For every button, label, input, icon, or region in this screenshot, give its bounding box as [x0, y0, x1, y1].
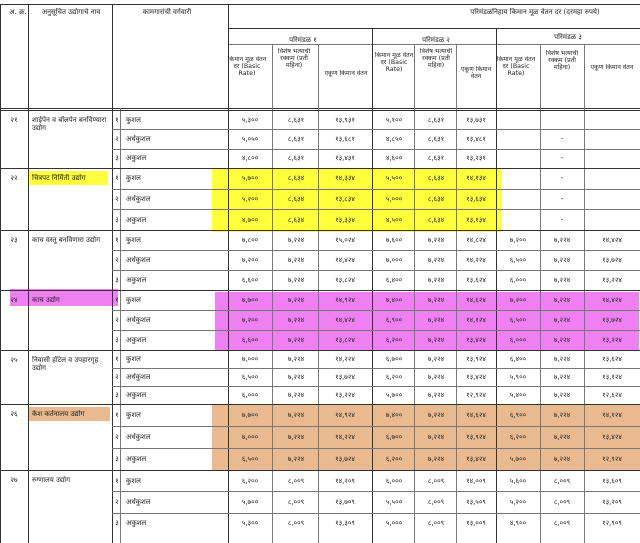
wage-value: ७,२२४ [427, 391, 445, 399]
category-number: ३ [115, 154, 119, 162]
wage-value: ८,६३४ [287, 216, 305, 224]
wage-value: ७,००० [241, 355, 259, 363]
sr-number: २१ [10, 116, 18, 124]
category-label: अकुशल [126, 154, 147, 162]
wage-value: ७,२२४ [427, 256, 445, 264]
wage-value: ६,००० [385, 477, 403, 485]
wage-value: ७,२२४ [287, 336, 305, 344]
wage-value: १२,९०९ [602, 519, 622, 527]
h-rule [112, 149, 640, 150]
wage-value: ५,४०० [509, 391, 527, 399]
wage-value: ८,००९ [427, 498, 445, 506]
wage-value: ५,००० [385, 195, 403, 203]
category-number: ३ [115, 391, 119, 399]
wage-value: ७,२२४ [427, 296, 445, 304]
wage-value: ५,१०० [385, 116, 403, 124]
wage-value: ५,३०० [241, 116, 259, 124]
h-rule [112, 448, 640, 449]
category-label: कुशल [126, 411, 141, 419]
wage-value: १४,३३४ [335, 174, 355, 182]
wage-value: ७,२२४ [553, 236, 571, 244]
wage-value: ७,२०० [509, 296, 527, 304]
wage-value: ४,८५० [385, 135, 403, 143]
zone-2-special-header: विशेष भत्याची रक्कम (प्रती महिना) [419, 48, 453, 70]
wage-value: १३,६२४ [602, 355, 622, 363]
wage-value: - [560, 154, 564, 162]
wage-value: १३,४२४ [466, 336, 486, 344]
wage-value: १४,४२४ [335, 316, 355, 324]
wage-value: १३,३०९ [335, 519, 355, 527]
wage-value: ८,००९ [287, 477, 305, 485]
zone-2-basic-header: किमान मूळ वेतन दर (Basic Rate) [374, 52, 414, 74]
wage-value: ६,९०० [385, 316, 403, 324]
category-label: अर्धकुशल [126, 498, 151, 506]
wage-value: ७,४०० [385, 296, 403, 304]
wage-value: १४,६२४ [466, 411, 486, 419]
wage-value: ८,००९ [287, 519, 305, 527]
wage-value: १४,२२४ [335, 355, 355, 363]
v-rule [540, 44, 541, 543]
wage-value: १३,९३१ [335, 116, 355, 124]
wage-value: ४,६०० [385, 154, 403, 162]
h-rule [0, 108, 640, 109]
wage-value: ७,२२४ [553, 316, 571, 324]
wage-value: ६,२०० [385, 336, 403, 344]
header-wage-title: परिमंडळनिहाय किमान मूळ वेतन दर (दरमहा रुपये) [470, 8, 600, 16]
wage-value: १३,७२४ [335, 455, 355, 463]
category-label: कुशल [126, 236, 141, 244]
h-rule [112, 491, 640, 492]
h-rule [0, 168, 640, 169]
wage-value: ८,६३१ [287, 116, 305, 124]
wage-value: ८,६३१ [427, 135, 445, 143]
wage-value: ७,२२४ [287, 276, 305, 284]
wage-value: ७,२२४ [553, 411, 571, 419]
wage-value: १४,९२४ [335, 296, 355, 304]
wage-value: ७,६०० [385, 236, 403, 244]
wage-value: १३,४८१ [466, 135, 486, 143]
wage-value: - [560, 216, 564, 224]
wage-value: १४,६२४ [466, 296, 486, 304]
category-number: २ [115, 195, 119, 203]
category-number: २ [115, 373, 119, 381]
wage-value: ८,६३४ [287, 195, 305, 203]
wage-value: १३,२०९ [602, 498, 622, 506]
h-rule [228, 44, 640, 45]
sr-number: २३ [10, 236, 18, 244]
wage-value: १३,७२४ [335, 373, 355, 381]
category-label: कुशल [126, 116, 141, 124]
category-label: अर्धकुशल [126, 316, 151, 324]
v-rule [372, 28, 373, 543]
wage-value: १३,००९ [466, 519, 486, 527]
wage-value: ४,९०० [509, 519, 527, 527]
wage-value: ५,२०० [509, 498, 527, 506]
wage-value: १२,९२४ [466, 391, 486, 399]
wage-value: १४,१३४ [466, 174, 486, 182]
wage-value: ७,२२४ [427, 455, 445, 463]
wage-value: १३,९२४ [466, 433, 486, 441]
header-category: कामगारांची वर्गवारी [142, 8, 192, 16]
wage-value: ७,७०० [241, 296, 259, 304]
category-label: कुशल [126, 174, 141, 182]
wage-value: १४,२०९ [335, 477, 355, 485]
category-label: कुशल [126, 355, 141, 363]
wage-value: १३,१३४ [466, 216, 486, 224]
category-label: कुशल [126, 296, 141, 304]
category-number: १ [115, 296, 119, 304]
wage-value: ७,२०० [509, 236, 527, 244]
wage-value: ७,८०० [241, 236, 259, 244]
wage-value: १३,७०९ [335, 498, 355, 506]
category-number: २ [115, 256, 119, 264]
wage-value: ६,२०० [385, 455, 403, 463]
zone-1-basic-header: किमान मूळ वेतन दर (Basic Rate) [227, 56, 267, 78]
wage-value: १३,३३४ [335, 216, 355, 224]
wage-value: १३,४३१ [335, 154, 355, 162]
wage-value: ७,००० [385, 256, 403, 264]
zone-3-basic-header: किमान मूळ वेतन दर (Basic Rate) [496, 56, 536, 78]
wage-value: ८,००९ [553, 477, 571, 485]
wage-value: ७,२२४ [553, 455, 571, 463]
category-label: अकुशल [126, 391, 147, 399]
wage-value: १३,६८१ [335, 135, 355, 143]
category-label: अर्धकुशल [126, 373, 151, 381]
wage-value: ७,७०० [241, 411, 259, 419]
wage-value: ७,२२४ [287, 373, 305, 381]
h-rule [228, 28, 640, 29]
wage-value: ६,७०० [385, 355, 403, 363]
category-label: अकुशल [126, 455, 147, 463]
wage-value: १३,१२४ [602, 373, 622, 381]
wage-value: ७,२२४ [427, 336, 445, 344]
wage-value: ५,००० [385, 519, 403, 527]
category-number: ३ [115, 519, 119, 527]
zone-2-total-header: एकूण किमान वेतन [460, 66, 492, 81]
industry-name: निवासी हॉटेल व उपहारगृह उद्योग [32, 356, 99, 372]
wage-value: ७,२२४ [427, 276, 445, 284]
wage-value: ८,६३१ [427, 154, 445, 162]
wage-value: ८,६३४ [287, 174, 305, 182]
wage-value: ८,००९ [427, 477, 445, 485]
wage-value: १३,२२४ [602, 276, 622, 284]
wage-value: ६,७०० [385, 433, 403, 441]
wage-value: ५,३०० [241, 519, 259, 527]
wage-value: ४,५०० [385, 216, 403, 224]
h-rule [0, 404, 640, 405]
category-number: ३ [115, 336, 119, 344]
wage-value: ५,२०० [241, 195, 259, 203]
zone-1-total-header: एकूण किमान वेतन [324, 70, 368, 77]
category-number: १ [115, 477, 119, 485]
wage-value: ५,५०० [385, 498, 403, 506]
wage-value: १४,२२४ [335, 433, 355, 441]
wage-value: ७,२२४ [553, 433, 571, 441]
wage-value: ७,२२४ [427, 433, 445, 441]
sr-number: २४ [10, 296, 18, 304]
industry-name: चित्रपट निर्मिती उद्योग [32, 174, 86, 182]
wage-value: ५,९०० [509, 373, 527, 381]
wage-value: ७,२२४ [553, 276, 571, 284]
wage-value: ७,२२४ [427, 316, 445, 324]
wage-value: १४,४२४ [335, 256, 355, 264]
wage-value: ६,९०० [509, 411, 527, 419]
wage-value: - [560, 135, 564, 143]
wage-value: ८,६३१ [287, 154, 305, 162]
category-label: अकुशल [126, 216, 147, 224]
v-rule [28, 4, 29, 543]
h-rule [112, 513, 640, 514]
wage-value: १५,०२४ [335, 236, 355, 244]
wage-value: १३,६०९ [602, 477, 622, 485]
wage-value: १३,२३१ [466, 154, 486, 162]
wage-value: ६,६०० [241, 276, 259, 284]
wage-value: ८,००९ [553, 498, 571, 506]
wage-value: १३,८२४ [335, 276, 355, 284]
wage-value: १४,२२४ [466, 256, 486, 264]
wage-value: ७,२०० [241, 256, 259, 264]
category-number: २ [115, 316, 119, 324]
wage-value: ७,२२४ [553, 391, 571, 399]
wage-value: ७,२२४ [553, 296, 571, 304]
zone-3-label: परिमंडळ ३ [554, 33, 582, 41]
category-label: अर्धकुशल [126, 256, 151, 264]
wage-value: ७,२२४ [287, 355, 305, 363]
category-number: १ [115, 355, 119, 363]
category-label: अकुशल [126, 336, 147, 344]
h-rule [112, 189, 640, 190]
sr-number: २७ [10, 476, 18, 484]
zone-2-label: परिमंडळ २ [422, 36, 450, 44]
wage-value: ८,६३१ [287, 135, 305, 143]
category-number: ३ [115, 216, 119, 224]
wage-value: ६,५०० [509, 316, 527, 324]
wage-value: १४,८२४ [466, 236, 486, 244]
category-number: १ [115, 116, 119, 124]
h-rule [112, 250, 640, 251]
h-rule [0, 110, 640, 111]
industry-name: रुग्णालय उद्योग [32, 476, 71, 484]
category-label: अर्धकुशल [126, 195, 151, 203]
category-label: अकुशल [126, 276, 147, 284]
wage-value: ८,००९ [427, 519, 445, 527]
zone-1-special-header: विशेष भत्याची रक्कम (प्रती महिना) [277, 48, 311, 70]
wage-value: ४,७०० [241, 216, 259, 224]
wage-value: ७,२०० [241, 316, 259, 324]
category-number: १ [115, 236, 119, 244]
wage-value: १२,६२४ [602, 391, 622, 399]
header-industry: अनुसूचित उद्योगाचे नाव [41, 8, 101, 16]
wage-value: ७,२२४ [287, 411, 305, 419]
category-number: १ [115, 174, 119, 182]
wage-value: ७,२२४ [427, 236, 445, 244]
wage-value: ५,७०० [241, 174, 259, 182]
category-label: कुशल [126, 477, 141, 485]
v-rule [272, 44, 273, 543]
wage-value: ७,२२४ [287, 433, 305, 441]
h-rule [112, 129, 640, 130]
h-rule [112, 330, 640, 331]
wage-value: ७,२२४ [553, 373, 571, 381]
category-number: २ [115, 498, 119, 506]
wage-value: ८,६३४ [427, 174, 445, 182]
wage-value: ६,००० [509, 276, 527, 284]
v-rule [0, 4, 1, 543]
wage-value: ८,००९ [287, 498, 305, 506]
wage-value: १३,७२४ [602, 256, 622, 264]
wage-value: ७,२२४ [427, 355, 445, 363]
wage-value: ६,५०० [241, 455, 259, 463]
wage-value: १३,४२४ [466, 373, 486, 381]
category-number: १ [115, 411, 119, 419]
wage-value: ७,२२४ [287, 316, 305, 324]
wage-value: ७,२२४ [553, 355, 571, 363]
wage-value: १४,४२४ [602, 236, 622, 244]
sr-number: २२ [10, 174, 18, 182]
wage-value: ५,५०० [385, 174, 403, 182]
wage-value: ५,७०० [509, 455, 527, 463]
wage-value: - [560, 195, 564, 203]
wage-value: १३,९२४ [466, 355, 486, 363]
sr-number: २५ [10, 356, 18, 364]
wage-value: १२,९२४ [602, 455, 622, 463]
wage-value: ५,६०० [509, 477, 527, 485]
h-rule [112, 368, 640, 369]
wage-value: ८,६३४ [427, 216, 445, 224]
wage-value: १३,४२४ [466, 455, 486, 463]
wage-value: ७,२२४ [287, 455, 305, 463]
h-rule [0, 230, 640, 231]
wage-value: ६,४०० [385, 276, 403, 284]
wage-value: ४,८०० [241, 154, 259, 162]
wage-value: ६,००० [509, 336, 527, 344]
wage-value: १३,४२४ [602, 433, 622, 441]
header-sr-no: अ. क्र. [9, 8, 27, 16]
h-rule [0, 4, 640, 5]
wage-value: ७,२२४ [287, 256, 305, 264]
wage-value: ७,२२४ [287, 296, 305, 304]
wage-value: ७,२२४ [427, 411, 445, 419]
industry-name: काच वस्तू बनविणारा उद्योग [32, 236, 101, 244]
category-number: ३ [115, 455, 119, 463]
wage-value: १३,८२४ [335, 336, 355, 344]
h-rule [112, 386, 640, 387]
h-rule [0, 470, 640, 471]
h-rule [112, 310, 640, 311]
wage-value: ८,६३४ [427, 195, 445, 203]
zone-1-label: परिमंडळ १ [289, 36, 317, 44]
h-rule [0, 350, 640, 351]
wage-value: १३,२२४ [602, 336, 622, 344]
wage-value: ५,७०० [385, 391, 403, 399]
category-number: २ [115, 135, 119, 143]
wage-value: ७,००० [241, 433, 259, 441]
wage-value: ६,५०० [509, 256, 527, 264]
wage-value: ५,७०० [241, 498, 259, 506]
industry-name: काच उद्योग [32, 296, 60, 304]
zone-3-special-header: विशेष भत्याची रक्कम (प्रती महिना) [545, 50, 579, 72]
wage-value: ८,६३१ [427, 116, 445, 124]
wage-value: ६,६०० [241, 336, 259, 344]
wage-value: १४,४२४ [602, 296, 622, 304]
wage-value: ७,२२४ [427, 373, 445, 381]
wage-value: ७,२२४ [553, 256, 571, 264]
wage-value: ६,२०० [241, 477, 259, 485]
sr-number: २६ [10, 410, 18, 418]
wage-value: १३,६३४ [466, 195, 486, 203]
category-label: अकुशल [126, 519, 147, 527]
wage-value: १३,२२४ [335, 391, 355, 399]
wage-value: ६,५०० [241, 373, 259, 381]
wage-value: १३,७२४ [602, 316, 622, 324]
wage-value: - [560, 174, 564, 182]
wage-value: ७,४०० [385, 411, 403, 419]
wage-value: १४,००९ [466, 477, 486, 485]
wage-value: १३,८३४ [335, 195, 355, 203]
wage-value: १३,७३१ [466, 116, 486, 124]
wage-value: १४,१२४ [466, 316, 486, 324]
wage-value: १४,१२४ [602, 411, 622, 419]
zone-3-total-header: एकूण किमान वेतन [590, 64, 634, 71]
wage-value: १३,६२४ [466, 276, 486, 284]
wage-value: ६,२०० [509, 433, 527, 441]
category-label: अर्धकुशल [126, 433, 151, 441]
industry-name: शाईपेन व बॉलपेन बनविण्यारा उद्योग [32, 116, 107, 132]
wage-value: १४,९२४ [335, 411, 355, 419]
category-label: अर्धकुशल [126, 135, 151, 143]
industry-name: केश कर्तनालय उद्योग [32, 410, 85, 418]
wage-value: ७,२२४ [553, 336, 571, 344]
wage-value: ६,००० [241, 391, 259, 399]
wage-value: ६,२०० [385, 373, 403, 381]
h-rule [112, 426, 640, 427]
wage-value: ७,२२४ [287, 391, 305, 399]
category-number: २ [115, 433, 119, 441]
wage-value: ७,२२४ [287, 236, 305, 244]
category-number: ३ [115, 276, 119, 284]
wage-value: ५,०५० [241, 135, 259, 143]
wage-value: ६,४०० [509, 355, 527, 363]
wage-value: ८,००९ [553, 519, 571, 527]
h-rule [112, 209, 640, 210]
wage-value: १३,५०९ [466, 498, 486, 506]
v-rule [584, 44, 585, 543]
h-rule [112, 270, 640, 271]
h-rule [0, 290, 640, 291]
